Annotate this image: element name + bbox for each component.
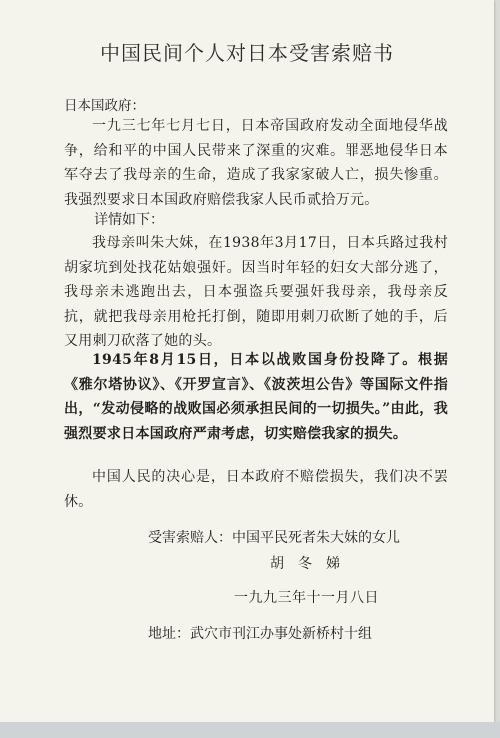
document-title: 中国民间个人对日本受害索赔书 <box>100 41 394 65</box>
document-date: 一九九三年十一月八日 <box>234 590 379 606</box>
signer-name: 胡冬娣 <box>270 556 354 572</box>
address-line: 地址：武穴市刊江办事处新桥村十组 <box>148 626 372 642</box>
salutation: 日本国政府： <box>64 98 145 114</box>
signature-line: 受害索赔人：中国平民死者朱大妹的女儿 <box>148 530 400 546</box>
paragraph-resolve: 中国人民的决心是，日本政府不赔偿损失，我们决不罢休。 <box>64 469 448 510</box>
detail-heading: 详情如下： <box>94 212 164 228</box>
scan-background-strip <box>0 722 500 738</box>
paragraph-story: 我母亲叫朱大妹，在1938年3月17日，日本兵路过我村胡家坑到处找花姑娘强奸。因当时年轻的妇女大部分逃了，我母亲未逃跑出去，日本强盗兵要强奸我母亲，我母亲反抗，就把我母亲用枪托打倒，随即用刺刀砍断了她的手，后又用刺刀砍落了她的头。 <box>64 235 448 349</box>
paragraph-treaty: 1945年8月15日，日本以战败国身份投降了。根据《雅尔塔协议》、《开罗宣言》、《波茨坦公告》等国际文件指出，“发动侵略的战败国必须承担民间的一切损失。”由此，我强烈要求日本国政府严肃考虑，切实赔偿我家的损失。 <box>64 352 448 442</box>
paragraph-intro: 一九三七年七月七日，日本帝国政府发动全面地侵华战争，给和平的中国人民带来了深重的灾难。罪恶地侵华日本军夺去了我母亲的生命，造成了我家家破人亡，损失惨重。我强烈要求日本国政府赔偿我家人民币贰拾万元。 <box>64 118 448 208</box>
